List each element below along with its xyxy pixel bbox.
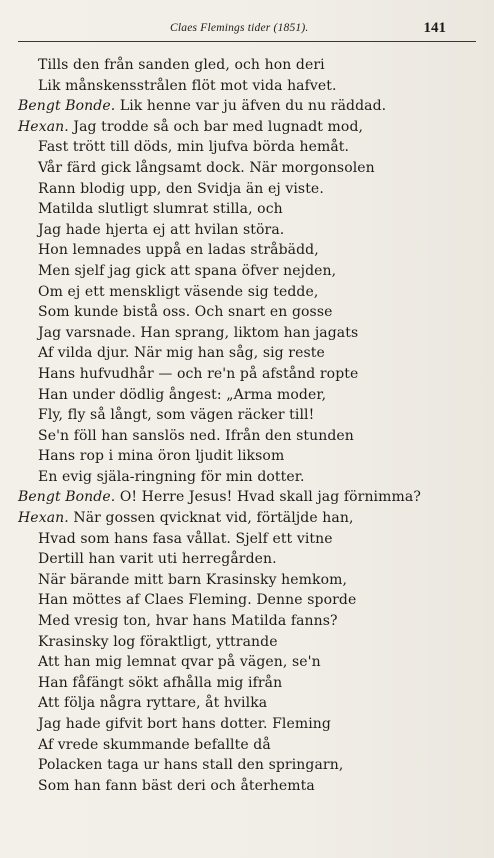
verse-line	[0, 426, 494, 447]
line-text: Men sjelf jag gick att spana öfver nejden,	[38, 262, 337, 279]
verse-line	[0, 343, 494, 364]
speaker-name: Bengt Bonde.	[18, 489, 116, 506]
line-text: Han under dödlig ångest: „Arma moder,	[38, 386, 327, 403]
speech-line	[0, 487, 494, 508]
verse-line	[0, 652, 494, 673]
line-text: När gossen qvicknat vid, förtäljde han,	[68, 510, 354, 527]
line-text: Jag varsnade. Han sprang, liktom han jagats	[38, 324, 359, 341]
line-text: Han fåfängt sökt afhålla mig ifrån	[38, 674, 283, 691]
line-text: Hon lemnades uppå en ladas stråbädd,	[38, 242, 319, 259]
line-text: Som kunde bistå oss. Och snart en gosse	[38, 304, 333, 321]
verse-line	[0, 137, 494, 158]
line-text: När bärande mitt barn Krasinsky hemkom,	[38, 571, 348, 588]
verse-line	[0, 261, 494, 282]
line-text: Han möttes af Claes Fleming. Denne sporde	[38, 592, 357, 609]
speech-line	[0, 96, 494, 117]
speaker-name: Hexan.	[18, 510, 69, 527]
verse-line	[0, 632, 494, 653]
line-text: Hvad som hans fasa vållat. Sjelf ett vitne	[38, 530, 333, 547]
line-text: Af vilda djur. När mig han såg, sig reste	[38, 345, 325, 362]
verse-line	[0, 755, 494, 776]
line-text: Polacken taga ur hans stall den springarn,	[38, 757, 344, 774]
verse-line	[0, 446, 494, 467]
speaker-name: Bengt Bonde.	[18, 98, 116, 115]
verse-line	[0, 405, 494, 426]
verse-line	[0, 467, 494, 488]
line-text: Se'n föll han sanslös ned. Ifrån den stunden	[38, 427, 354, 444]
header-rule	[18, 41, 476, 42]
verse-line	[0, 282, 494, 303]
line-text: Rann blodig upp, den Svidja än ej viste.	[38, 180, 324, 197]
speech-line	[0, 117, 494, 138]
running-head-title: Claes Flemings tider (1851).	[170, 22, 309, 34]
line-text: Jag trodde så och bar med lugnadt mod,	[68, 118, 364, 135]
verse-line	[0, 323, 494, 344]
line-text: Lik henne var ju äfven du nu räddad.	[115, 98, 387, 115]
line-text: Som han fann bäst deri och återhemta	[38, 777, 315, 794]
line-text: Krasinsky log föraktligt, yttrande	[38, 633, 278, 650]
verse-line	[0, 549, 494, 570]
verse-line	[0, 179, 494, 200]
verse-line	[0, 385, 494, 406]
line-text: Att han mig lemnat qvar på vägen, se'n	[38, 654, 321, 671]
line-text: Med vresig ton, hvar hans Matilda fanns?	[38, 613, 338, 630]
verse-line	[0, 220, 494, 241]
line-text: Hans rop i mina öron ljudit liksom	[38, 448, 285, 465]
line-text: Jag hade hjerta ej att hvilan störa.	[38, 221, 285, 238]
line-text: Af vrede skummande befallte då	[38, 736, 271, 753]
page-number: 141	[423, 20, 446, 36]
running-head	[0, 18, 494, 40]
verse-line	[0, 776, 494, 797]
verse-line	[0, 76, 494, 97]
verse-line	[0, 590, 494, 611]
verse-line	[0, 240, 494, 261]
verse-line	[0, 199, 494, 220]
line-text: Fast trött till döds, min ljufva börda hemåt.	[38, 139, 350, 156]
line-text: O! Herre Jesus! Hvad skall jag förnimma?	[115, 489, 421, 506]
text-block	[0, 55, 494, 796]
speaker-name: Hexan.	[18, 118, 69, 135]
line-text: Matilda slutligt slumrat stilla, och	[38, 201, 283, 218]
line-text: Att följa några ryttare, åt hvilka	[38, 695, 268, 712]
line-text: Jag hade gifvit bort hans dotter. Fleming	[38, 716, 331, 732]
verse-line	[0, 611, 494, 632]
verse-line	[0, 55, 494, 76]
verse-line	[0, 364, 494, 385]
line-text: En evig själa-ringning för min dotter.	[38, 468, 305, 485]
verse-line	[0, 673, 494, 694]
verse-line	[0, 529, 494, 550]
line-text: Fly, fly så långt, som vägen räcker till!	[38, 407, 315, 424]
verse-line	[0, 302, 494, 323]
line-text: Lik månskensstrålen flöt mot vida hafvet.	[38, 77, 337, 94]
line-text: Hans hufvudhår — och re'n på afstånd ropte	[38, 365, 359, 382]
line-text: Vår färd gick långsamt dock. När morgonsolen	[38, 159, 375, 176]
verse-line	[0, 714, 494, 735]
line-text: Dertill han varit uti herregården.	[38, 551, 277, 568]
line-text: Om ej ett menskligt väsende sig tedde,	[38, 283, 319, 300]
verse-line	[0, 158, 494, 179]
verse-line	[0, 570, 494, 591]
verse-line	[0, 735, 494, 756]
verse-line	[0, 693, 494, 714]
speech-line	[0, 508, 494, 529]
line-text: Tills den från sanden gled, och hon deri	[38, 57, 325, 73]
